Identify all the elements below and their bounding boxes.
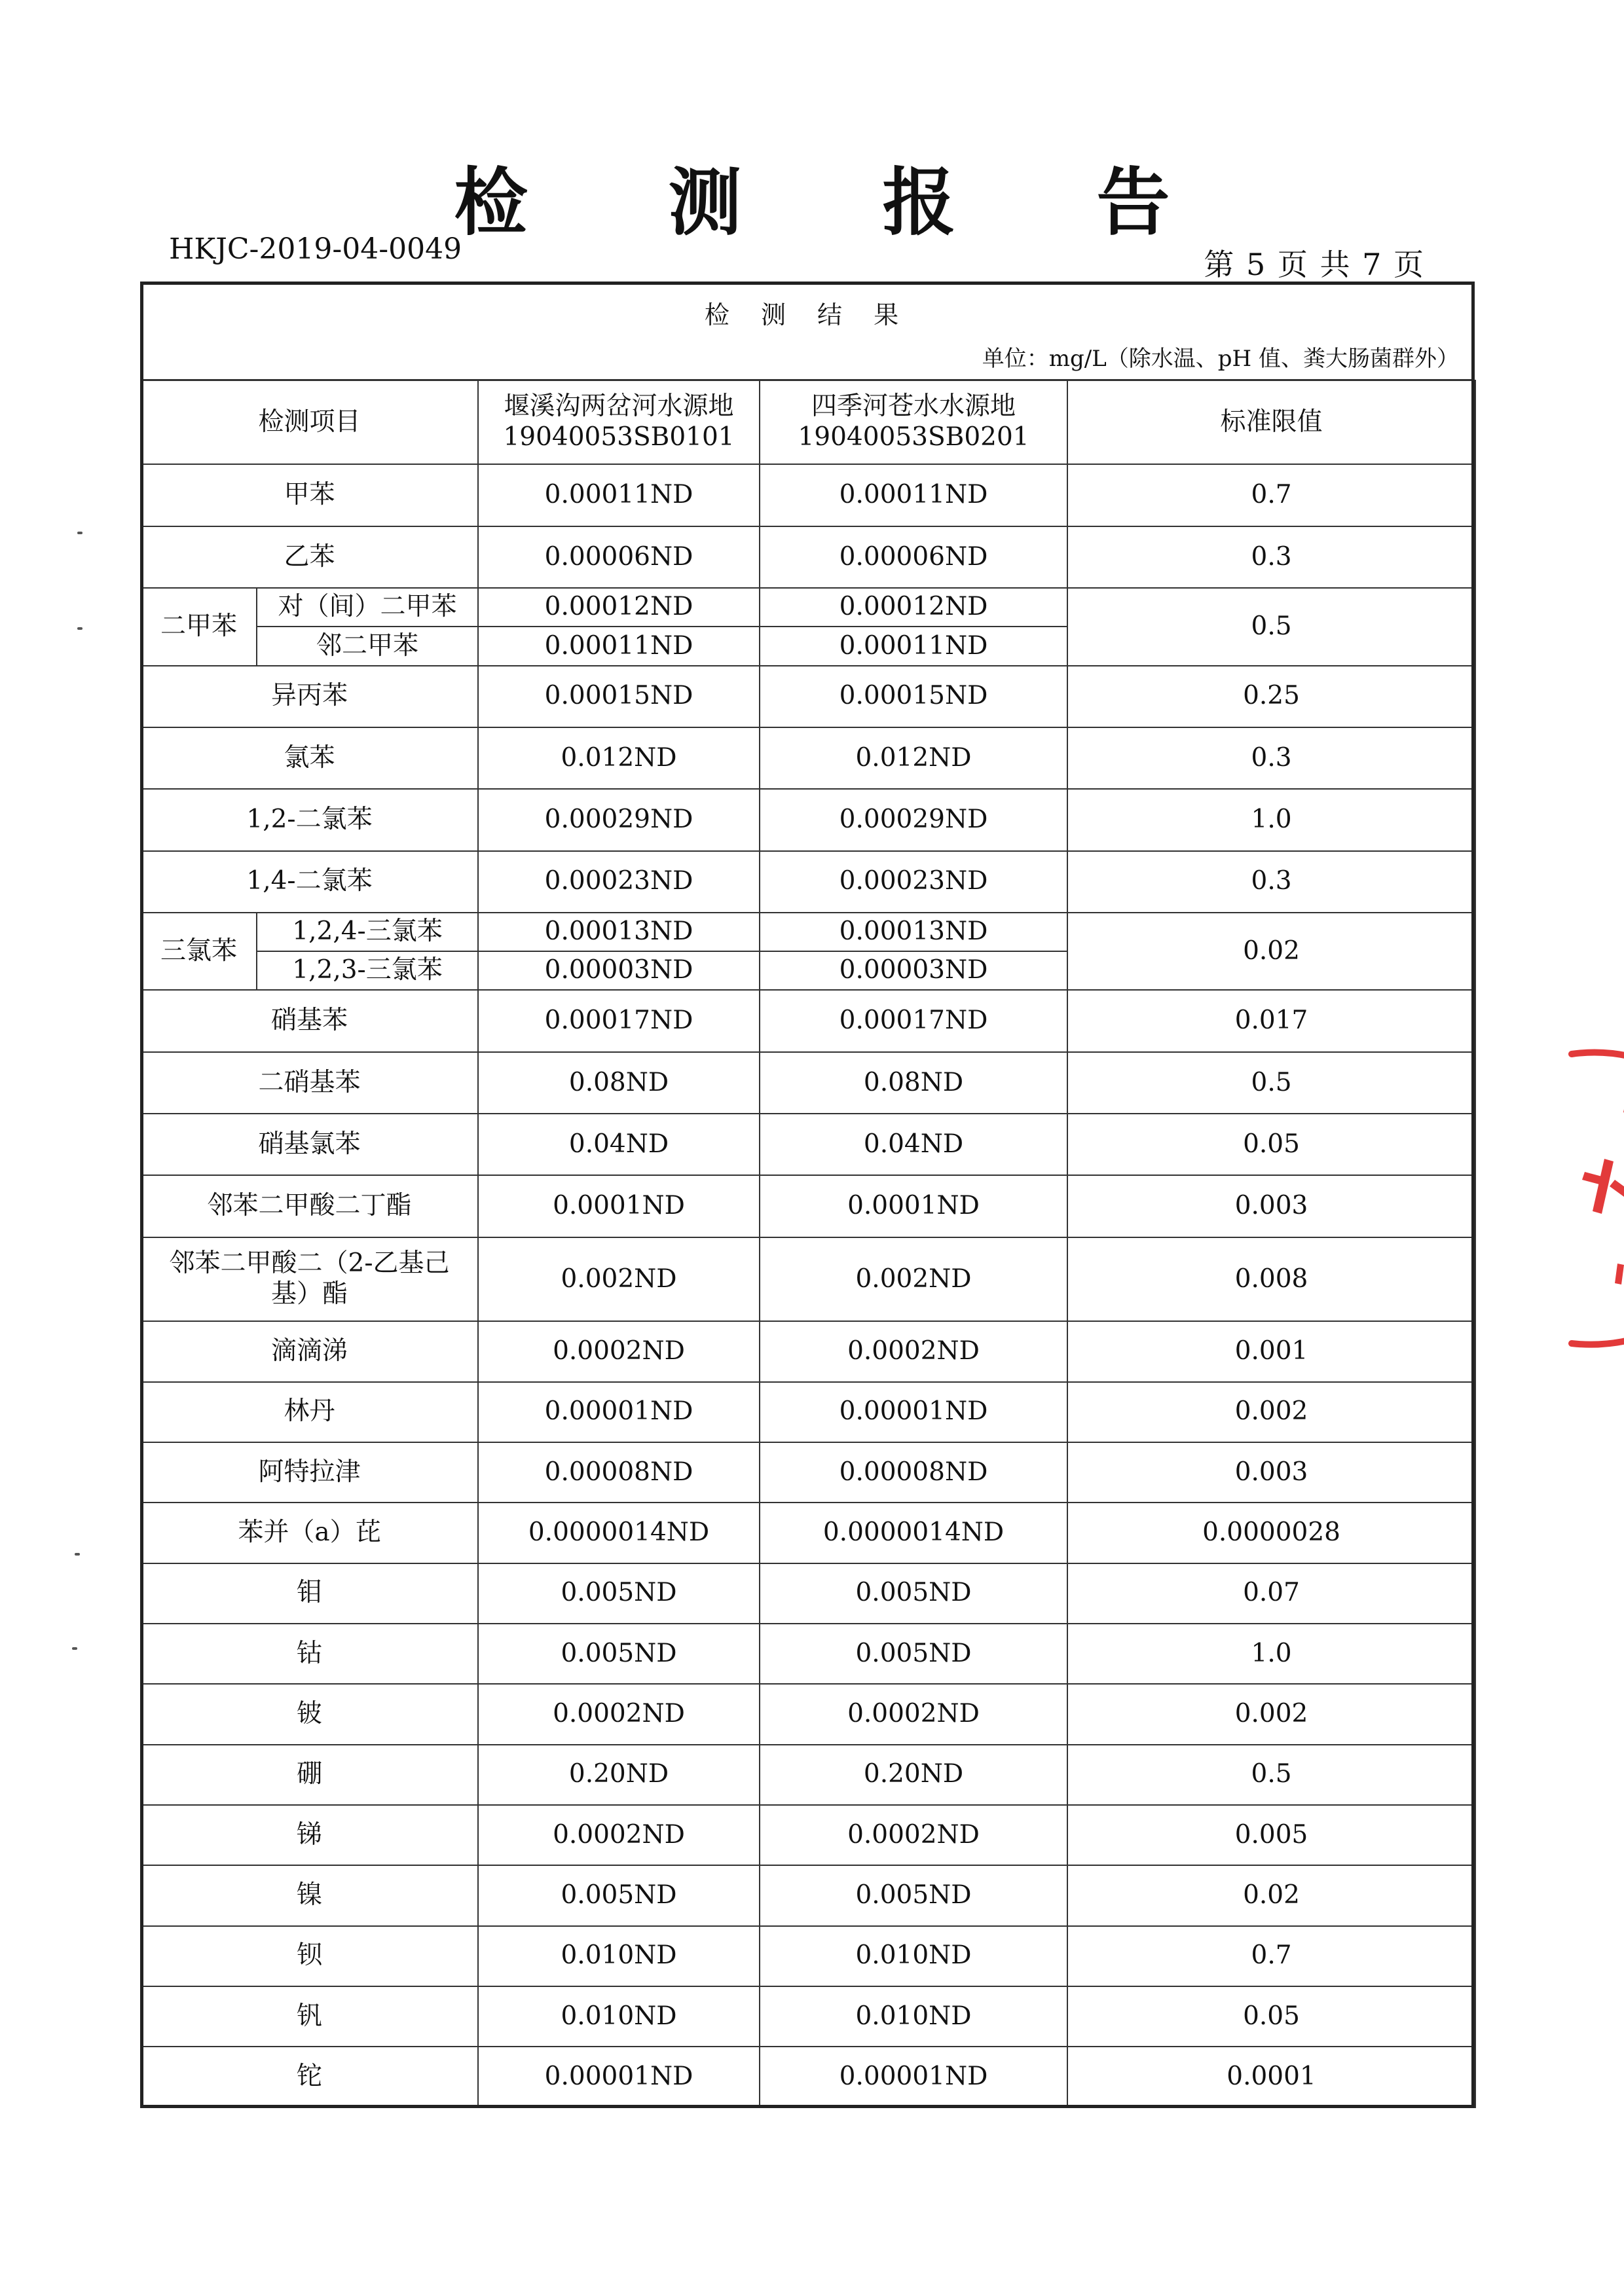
limit-value: 0.5 (1067, 1052, 1475, 1114)
site2-value: 0.20ND (760, 1745, 1067, 1805)
limit-value: 1.0 (1067, 789, 1475, 850)
limit-value: 0.3 (1067, 526, 1475, 588)
limit-value: 0.25 (1067, 666, 1475, 727)
site1-value: 0.010ND (478, 1986, 760, 2047)
sub-item-name: 邻二甲苯 (257, 627, 478, 665)
group-limit: 0.5 (1067, 588, 1475, 665)
site2-value: 0.00003ND (760, 951, 1067, 990)
site2-value: 0.0002ND (760, 1684, 1067, 1744)
site1-value: 0.00012ND (478, 588, 760, 627)
limit-value: 1.0 (1067, 1624, 1475, 1684)
red-seal-stamp (1565, 1041, 1624, 1349)
limit-value: 0.7 (1067, 464, 1475, 526)
site2-value: 0.00013ND (760, 913, 1067, 951)
site2-value: 0.00023ND (760, 851, 1067, 913)
site1-value: 0.00023ND (478, 851, 760, 913)
site2-value: 0.002ND (760, 1237, 1067, 1321)
item-name: 钴 (141, 1624, 478, 1684)
limit-value: 0.05 (1067, 1986, 1475, 2047)
site2-value: 0.00029ND (760, 789, 1067, 850)
header-site2-code: 19040053SB0201 (798, 422, 1029, 452)
site1-value: 0.005ND (478, 1563, 760, 1624)
site2-value: 0.005ND (760, 1624, 1067, 1684)
site1-value: 0.08ND (478, 1052, 760, 1114)
site2-value: 0.0000014ND (760, 1503, 1067, 1563)
site1-value: 0.00013ND (478, 913, 760, 951)
item-name: 林丹 (141, 1382, 478, 1442)
item-name: 镍 (141, 1865, 478, 1925)
limit-value: 0.003 (1067, 1175, 1475, 1237)
item-name: 硝基苯 (141, 990, 478, 1051)
site1-value: 0.0002ND (478, 1805, 760, 1865)
item-name: 硝基氯苯 (141, 1114, 478, 1175)
site1-value: 0.20ND (478, 1745, 760, 1805)
page-indicator: 第 5 页 共 7 页 (1204, 247, 1424, 282)
limit-value: 0.003 (1067, 1442, 1475, 1503)
site1-value: 0.0002ND (478, 1321, 760, 1381)
scan-speck (77, 627, 83, 630)
header-site2-name: 四季河苍水水源地 (811, 392, 1016, 422)
header-limit: 标准限值 (1067, 380, 1475, 464)
limit-value: 0.3 (1067, 727, 1475, 789)
table-frame (140, 282, 1475, 2108)
site1-value: 0.00008ND (478, 1442, 760, 1503)
limit-value: 0.002 (1067, 1684, 1475, 1744)
item-name: 苯并（a）芘 (141, 1503, 478, 1563)
item-name: 二硝基苯 (141, 1052, 478, 1114)
header-site1-name: 堰溪沟两岔河水源地 (504, 392, 734, 422)
site2-value: 0.00011ND (760, 464, 1067, 526)
site1-value: 0.00003ND (478, 951, 760, 990)
item-name: 邻苯二甲酸二丁酯 (141, 1175, 478, 1237)
site2-value: 0.04ND (760, 1114, 1067, 1175)
site1-value: 0.005ND (478, 1865, 760, 1925)
site1-value: 0.0000014ND (478, 1503, 760, 1563)
table-caption: 检 测 结 果 (704, 301, 911, 329)
limit-value: 0.07 (1067, 1563, 1475, 1624)
limit-value: 0.001 (1067, 1321, 1475, 1381)
item-name: 钒 (141, 1986, 478, 2047)
site1-value: 0.00017ND (478, 990, 760, 1051)
item-name-line2: 基）酯 (271, 1279, 348, 1309)
unit-note: 单位：mg/L（除水温、pH 值、粪大肠菌群外） (982, 346, 1459, 372)
group-label: 三氯苯 (141, 913, 257, 990)
site2-value: 0.00006ND (760, 526, 1067, 588)
item-name: 氯苯 (141, 727, 478, 789)
scan-speck (77, 532, 83, 534)
site1-value: 0.04ND (478, 1114, 760, 1175)
limit-value: 0.0000028 (1067, 1503, 1475, 1563)
limit-value: 0.3 (1067, 851, 1475, 913)
limit-value: 0.002 (1067, 1382, 1475, 1442)
site2-value: 0.00012ND (760, 588, 1067, 627)
site2-value: 0.0002ND (760, 1805, 1067, 1865)
site1-value: 0.00001ND (478, 2047, 760, 2107)
site2-value: 0.00011ND (760, 627, 1067, 665)
site2-value: 0.005ND (760, 1563, 1067, 1624)
scan-speck (75, 1553, 80, 1556)
site2-value: 0.00001ND (760, 2047, 1067, 2107)
item-name: 硼 (141, 1745, 478, 1805)
limit-value: 0.017 (1067, 990, 1475, 1051)
item-name: 异丙苯 (141, 666, 478, 727)
site2-value: 0.00008ND (760, 1442, 1067, 1503)
site2-value: 0.00015ND (760, 666, 1067, 727)
item-name: 乙苯 (141, 526, 478, 588)
site1-value: 0.00029ND (478, 789, 760, 850)
sub-item-name: 对（间）二甲苯 (257, 588, 478, 627)
limit-value: 0.008 (1067, 1237, 1475, 1321)
item-name: 甲苯 (141, 464, 478, 526)
site1-value: 0.012ND (478, 727, 760, 789)
limit-value: 0.5 (1067, 1745, 1475, 1805)
site1-value: 0.0001ND (478, 1175, 760, 1237)
item-name: 钼 (141, 1563, 478, 1624)
item-name: 锑 (141, 1805, 478, 1865)
sub-item-name: 1,2,3-三氯苯 (257, 951, 478, 990)
site1-value: 0.00001ND (478, 1382, 760, 1442)
header-item: 检测项目 (141, 380, 478, 464)
site2-value: 0.00017ND (760, 990, 1067, 1051)
item-name: 阿特拉津 (141, 1442, 478, 1503)
site1-value: 0.010ND (478, 1926, 760, 1986)
site1-value: 0.00011ND (478, 627, 760, 665)
item-name: 铍 (141, 1684, 478, 1744)
sub-item-name: 1,2,4-三氯苯 (257, 913, 478, 951)
item-name: 1,2-二氯苯 (141, 789, 478, 850)
site1-value: 0.00015ND (478, 666, 760, 727)
group-label: 二甲苯 (141, 588, 257, 665)
report-title: 检 测 报 告 (454, 160, 1228, 246)
site2-value: 0.0002ND (760, 1321, 1067, 1381)
scan-speck (72, 1647, 77, 1650)
site1-value: 0.005ND (478, 1624, 760, 1684)
limit-value: 0.0001 (1067, 2047, 1475, 2107)
report-number: HKJC-2019-04-0049 (169, 232, 462, 266)
group-limit: 0.02 (1067, 913, 1475, 990)
site1-value: 0.00006ND (478, 526, 760, 588)
item-name: 铊 (141, 2047, 478, 2107)
item-name: 钡 (141, 1926, 478, 1986)
item-name: 1,4-二氯苯 (141, 851, 478, 913)
site2-value: 0.0001ND (760, 1175, 1067, 1237)
limit-value: 0.005 (1067, 1805, 1475, 1865)
site1-value: 0.002ND (478, 1237, 760, 1321)
site2-value: 0.005ND (760, 1865, 1067, 1925)
site2-value: 0.08ND (760, 1052, 1067, 1114)
site1-value: 0.0002ND (478, 1684, 760, 1744)
site2-value: 0.010ND (760, 1986, 1067, 2047)
site2-value: 0.010ND (760, 1926, 1067, 1986)
item-name-line1: 邻苯二甲酸二（2-乙基己 (169, 1248, 450, 1279)
site2-value: 0.00001ND (760, 1382, 1067, 1442)
site2-value: 0.012ND (760, 727, 1067, 789)
item-name: 滴滴涕 (141, 1321, 478, 1381)
site1-value: 0.00011ND (478, 464, 760, 526)
limit-value: 0.05 (1067, 1114, 1475, 1175)
limit-value: 0.7 (1067, 1926, 1475, 1986)
header-site1-code: 19040053SB0101 (503, 422, 735, 452)
limit-value: 0.02 (1067, 1865, 1475, 1925)
